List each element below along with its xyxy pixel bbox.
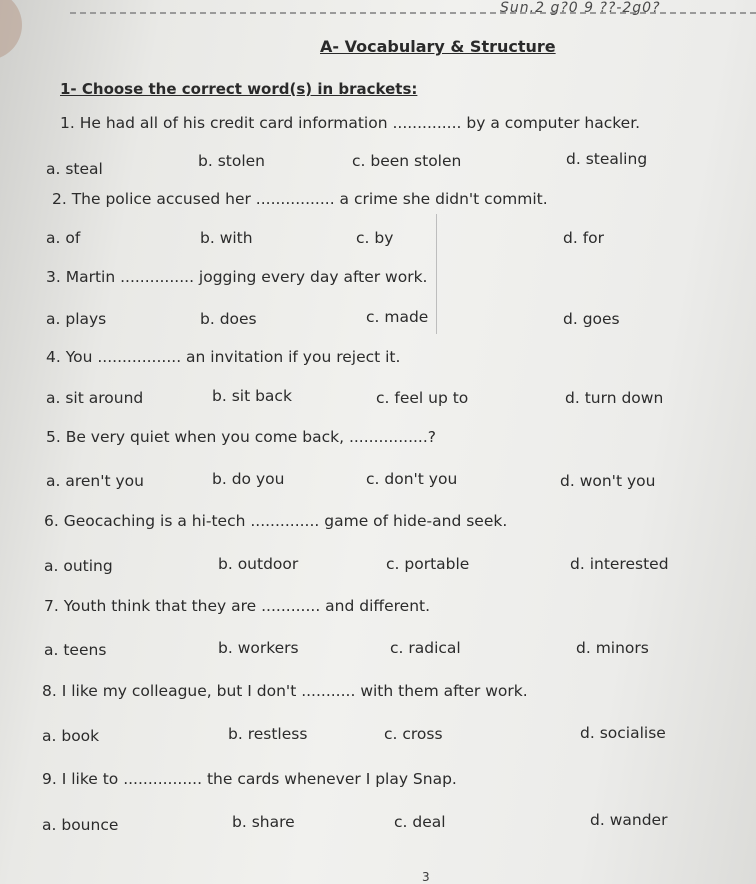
question-9: 9. I like to ................ the cards whenever I play Snap.	[42, 770, 457, 788]
q2-option-b: b. with	[200, 229, 253, 247]
paper-fold	[436, 214, 437, 334]
q9-option-d: d. wander	[590, 811, 668, 829]
question-7: 7. Youth think that they are ............ and different.	[44, 597, 431, 615]
question-8: 8. I like my colleague, but I don't ........... with them after work.	[42, 682, 528, 700]
q5-option-d: d. won't you	[560, 472, 656, 490]
finger-shadow	[0, 0, 22, 60]
question-2: 2. The police accused her ................ a crime she didn't commit.	[52, 190, 548, 208]
page-number: 3	[422, 870, 430, 884]
q6-option-d: d. interested	[570, 555, 669, 573]
q8-option-a: a. book	[42, 727, 100, 745]
question-6: 6. Geocaching is a hi-tech .............. game of hide-and seek.	[44, 512, 508, 530]
q1-option-b: b. stolen	[198, 152, 265, 170]
q9-option-b: b. share	[232, 813, 295, 831]
q3-option-c: c. made	[366, 308, 429, 326]
q3-option-b: b. does	[200, 310, 257, 328]
q8-option-c: c. cross	[384, 725, 443, 743]
q2-option-c: c. by	[356, 229, 394, 247]
q6-option-a: a. outing	[44, 557, 113, 575]
q3-option-d: d. goes	[563, 310, 620, 328]
q7-option-c: c. radical	[390, 639, 461, 657]
section-title: A- Vocabulary & Structure	[320, 37, 556, 56]
handwritten-date: Sun.2 g?0 9 ??-2g0?	[500, 0, 661, 16]
q6-option-b: b. outdoor	[218, 555, 299, 573]
q7-option-b: b. workers	[218, 639, 299, 657]
q1-option-d: d. stealing	[566, 150, 648, 168]
q2-option-a: a. of	[46, 229, 81, 247]
q3-option-a: a. plays	[46, 310, 107, 328]
q4-option-c: c. feel up to	[376, 389, 469, 407]
question-3: 3. Martin ............... jogging every day after work.	[46, 268, 428, 286]
q4-option-b: b. sit back	[212, 387, 292, 405]
q5-option-b: b. do you	[212, 470, 285, 488]
question-5: 5. Be very quiet when you come back, ................?	[46, 428, 437, 446]
q5-option-a: a. aren't you	[46, 472, 144, 490]
q7-option-d: d. minors	[576, 639, 649, 657]
q6-option-c: c. portable	[386, 555, 470, 573]
q5-option-c: c. don't you	[366, 470, 458, 488]
q2-option-d: d. for	[563, 229, 605, 247]
q4-option-d: d. turn down	[565, 389, 664, 407]
instruction-text: 1- Choose the correct word(s) in brackets:	[60, 80, 418, 98]
q8-option-b: b. restless	[228, 725, 308, 743]
q1-option-c: c. been stolen	[352, 152, 462, 170]
q9-option-a: a. bounce	[42, 816, 119, 834]
q7-option-a: a. teens	[44, 641, 107, 659]
q4-option-a: a. sit around	[46, 389, 144, 407]
q1-option-a: a. steal	[46, 160, 103, 178]
question-4: 4. You ................. an invitation if you reject it.	[46, 348, 401, 366]
q8-option-d: d. socialise	[580, 724, 666, 742]
q9-option-c: c. deal	[394, 813, 446, 831]
question-1: 1. He had all of his credit card information .............. by a computer hacker.	[60, 114, 641, 132]
